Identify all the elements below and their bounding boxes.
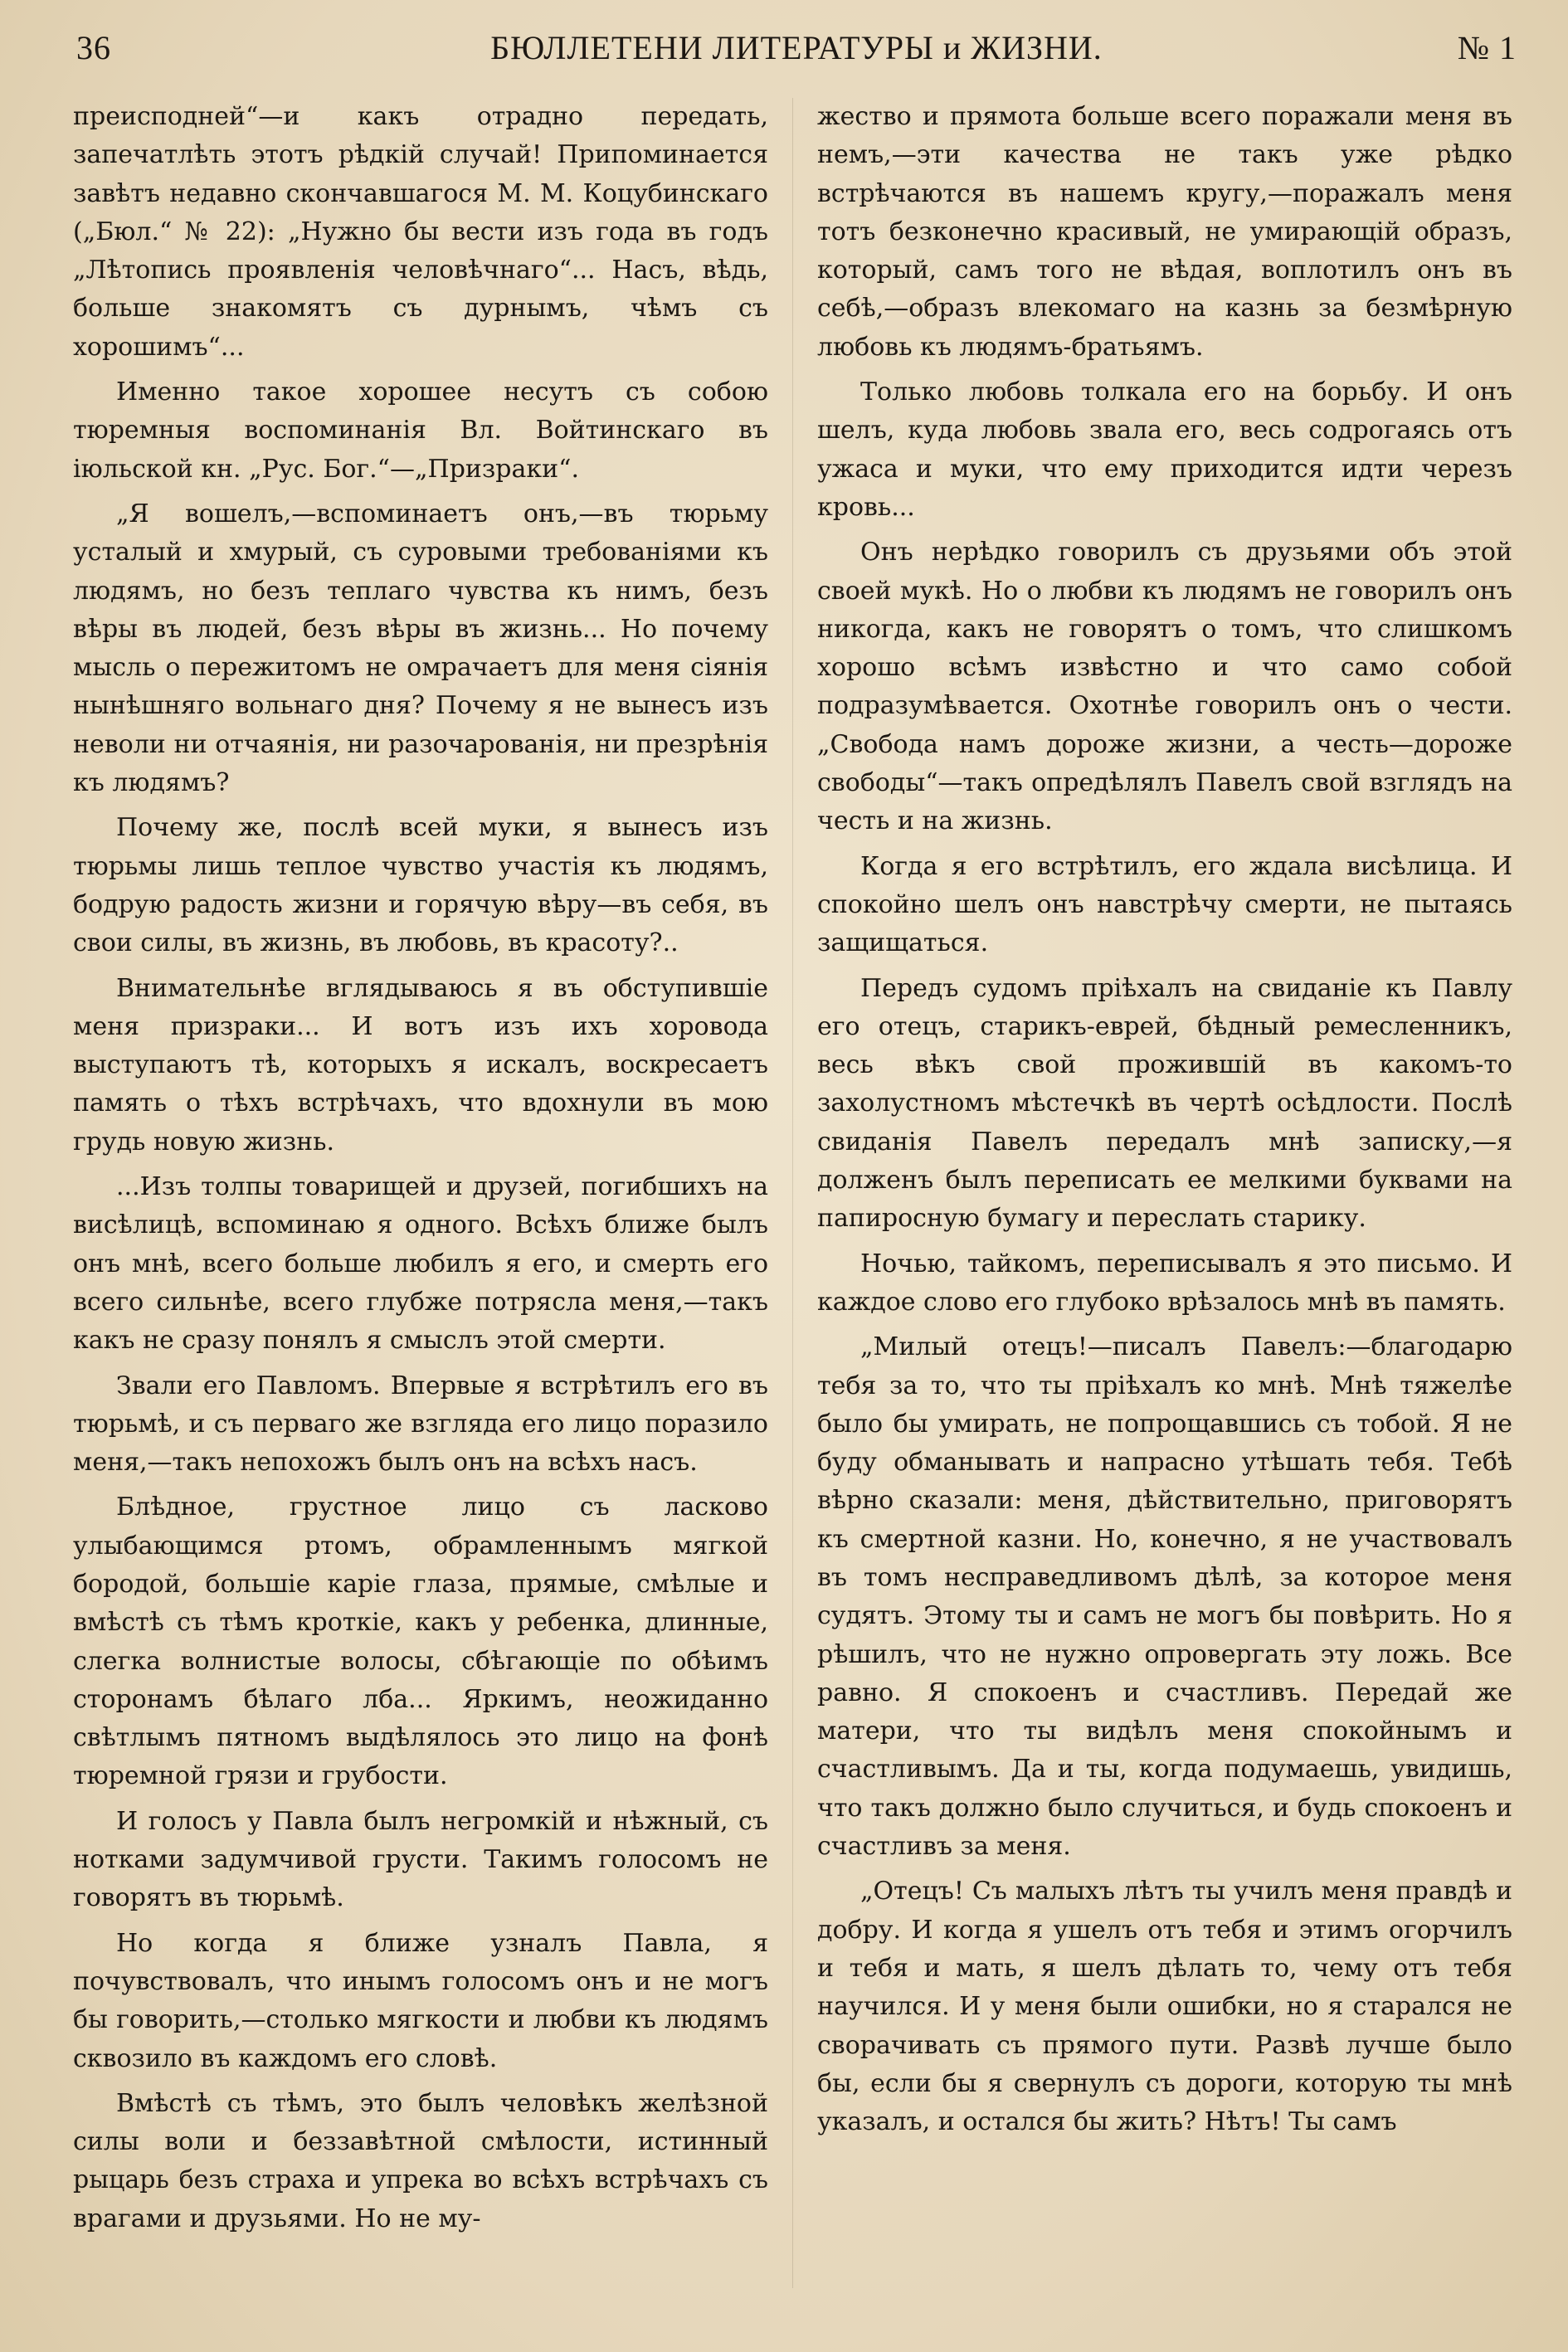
paragraph: Вмѣстѣ съ тѣмъ, это былъ человѣкъ желѣзной силы воли и беззавѣтной смѣлости, истинный рыцарь безъ страха и упрека во всѣхъ встрѣчахъ съ врагами и друзьями. Но не му- bbox=[73, 2088, 768, 2233]
running-title: БЮЛЛЕТЕНИ ЛИТЕРАТУРЫ и ЖИЗНИ. bbox=[490, 29, 1103, 66]
paragraph: „Милый отецъ!—писалъ Павелъ:—благодарю тебя за то, что ты пріѣхалъ ко мнѣ. Мнѣ тяжелѣе было бы умирать, не попрощавшись съ тобой. Я не буду обманывать и напрасно утѣшать тебя. Тебѣ вѣрно сказали: меня, дѣйствительно, приговорятъ къ смертной казни. Но, конечно, я не участвовалъ въ томъ несправедливомъ дѣлѣ, за которое меня судятъ. Этому ты и самъ не могъ бы повѣрить. Но я рѣшилъ, что не нужно опровергать эту ложь. Все равно. Я спокоенъ и счастливъ. Передай же матери, что ты видѣлъ меня спокойнымъ и счастливымъ. Да и ты, когда подумаешь, увидишь, что такъ должно было случиться, и будь спокоенъ и счастливъ за меня. bbox=[817, 1332, 1512, 1862]
right-column bbox=[817, 98, 1512, 2148]
paragraph: Блѣдное, грустное лицо съ ласково улыбающимся ртомъ, обрамленнымъ мягкой бородой, большіе каріе глаза, прямые, смѣлые и вмѣстѣ съ тѣмъ кроткіе, какъ у ребенка, длинные, слегка волнистые волосы, сбѣгающіе по обѣимъ сторонамъ бѣлаго лба... Яркимъ, неожиданно свѣтлымъ пятномъ выдѣлялось это лицо на фонѣ тюремной грязи и грубости. bbox=[73, 1493, 768, 1791]
paragraph: Ночью, тайкомъ, переписывалъ я это письмо. И каждое слово его глубоко врѣзалось мнѣ въ память. bbox=[817, 1249, 1512, 1317]
paragraph: Но когда я ближе узналъ Павла, я почувствовалъ, что инымъ голосомъ онъ и не могъ бы говорить,—столько мягкости и любви къ людямъ сквозило въ каждомъ его словѣ. bbox=[73, 1928, 768, 2073]
left-column bbox=[73, 98, 768, 2245]
column-divider bbox=[792, 98, 793, 2288]
paragraph: И голосъ у Павла былъ негромкій и нѣжный, съ нотками задумчивой грусти. Такимъ голосомъ не говорятъ въ тюрьмѣ. bbox=[73, 1806, 768, 1913]
paragraph: жество и прямота больше всего поражали меня въ немъ,—эти качества не такъ уже рѣдко встрѣчаются въ нашемъ кругу,—поражалъ меня тотъ безконечно красивый, не умирающій образъ, который, самъ того не вѣдая, воплотилъ онъ въ себѣ,—образъ влекомаго на казнь за безмѣрную любовь къ людямъ-братьямъ. bbox=[817, 102, 1512, 362]
paragraph: Звали его Павломъ. Впервые я встрѣтилъ его въ тюрьмѣ, и съ перваго же взгляда его лицо поразило меня,—такъ непохожъ былъ онъ на всѣхъ насъ. bbox=[73, 1371, 768, 1478]
paragraph: преисподней“—и какъ отрадно передать, запечатлѣть этотъ рѣдкій случай! Припоминается завѣтъ недавно скончавшагося М. М. Коцубинскаго („Бюл.“ № 22): „Нужно бы вести изъ года въ годъ „Лѣтопись проявленія человѣчнаго“... Насъ, вѣдь, больше знакомятъ съ дурнымъ, чѣмъ съ хорошимъ“... bbox=[73, 102, 768, 362]
paragraph: Почему же, послѣ всей муки, я вынесъ изъ тюрьмы лишь теплое чувство участія къ людямъ, бодрую радость жизни и горячую вѣру—въ себя, въ свои силы, въ жизнь, въ любовь, въ красоту?.. bbox=[73, 813, 768, 958]
paragraph: Внимательнѣе вглядываюсь я въ обступившіе меня призраки... И вотъ изъ ихъ хоровода выступаютъ тѣ, которыхъ я искалъ, воскресаетъ память о тѣхъ встрѣчахъ, что вдохнули въ мою грудь новую жизнь. bbox=[73, 973, 768, 1157]
page-number: 36 bbox=[76, 29, 111, 66]
paragraph: Только любовь толкала его на борьбу. И онъ шелъ, куда любовь звала его, весь содрогаясь отъ ужаса и муки, что ему приходится идти черезъ кровь... bbox=[817, 377, 1512, 522]
paragraph: ...Изъ толпы товарищей и друзей, погибшихъ на висѣлицѣ, вспоминаю я одного. Всѣхъ ближе былъ онъ мнѣ, всего больше любилъ я его, и смерть его всего сильнѣе, всего глубже потрясла меня,—такъ какъ не сразу понялъ я смыслъ этой смерти. bbox=[73, 1172, 768, 1356]
paragraph: Передъ судомъ пріѣхалъ на свиданіе къ Павлу его отецъ, старикъ-еврей, бѣдный ремесленникъ, весь вѣкъ свой прожившій въ какомъ-то захолустномъ мѣстечкѣ въ чертѣ осѣдлости. Послѣ свиданія Павелъ передалъ мнѣ записку,—я долженъ былъ переписать ее мелкими буквами на папиросную бумагу и переслать старику. bbox=[817, 973, 1512, 1234]
paragraph: Именно такое хорошее несутъ съ собою тюремныя воспоминанія Вл. Войтинскаго въ іюльской кн. „Рус. Бог.“—„Призраки“. bbox=[73, 377, 768, 484]
paragraph: „Я вошелъ,—вспоминаетъ онъ,—въ тюрьму усталый и хмурый, съ суровыми требованіями къ людямъ, но безъ теплаго чувства къ нимъ, безъ вѣры въ людей, безъ вѣры въ жизнь... Но почему мысль о пережитомъ не омрачаетъ для меня сіянія нынѣшняго вольнаго дня? Почему я не вынесъ изъ неволи ни отчаянія, ни разочарованія, ни презрѣнія къ людямъ? bbox=[73, 499, 768, 798]
paragraph: „Отецъ! Съ малыхъ лѣтъ ты училъ меня правдѣ и добру. И когда я ушелъ отъ тебя и этимъ огорчилъ и тебя и мать, я шелъ дѣлать то, чему отъ тебя научился. И у меня были ошибки, но я старался не сворачивать съ прямого пути. Развѣ лучше было бы, если бы я свернулъ съ дороги, которую ты мнѣ указалъ, и остался бы жить? Нѣтъ! Ты самъ bbox=[817, 1877, 1512, 2137]
running-header bbox=[76, 18, 1517, 76]
paragraph: Онъ нерѣдко говорилъ съ друзьями объ этой своей мукѣ. Но о любви къ людямъ не говорилъ онъ никогда, какъ не говорятъ о томъ, что слишкомъ хорошо всѣмъ извѣстно и что само собой подразумѣвается. Охотнѣе говорилъ онъ о чести. „Свобода намъ дороже жизни, а честь—дороже свободы“—такъ опредѣлялъ Павелъ свой взглядъ на честь и на жизнь. bbox=[817, 538, 1512, 836]
paragraph: Когда я его встрѣтилъ, его ждала висѣлица. И спокойно шелъ онъ навстрѣчу смерти, не пытаясь защищаться. bbox=[817, 851, 1512, 958]
issue-number: № 1 bbox=[1457, 29, 1517, 66]
